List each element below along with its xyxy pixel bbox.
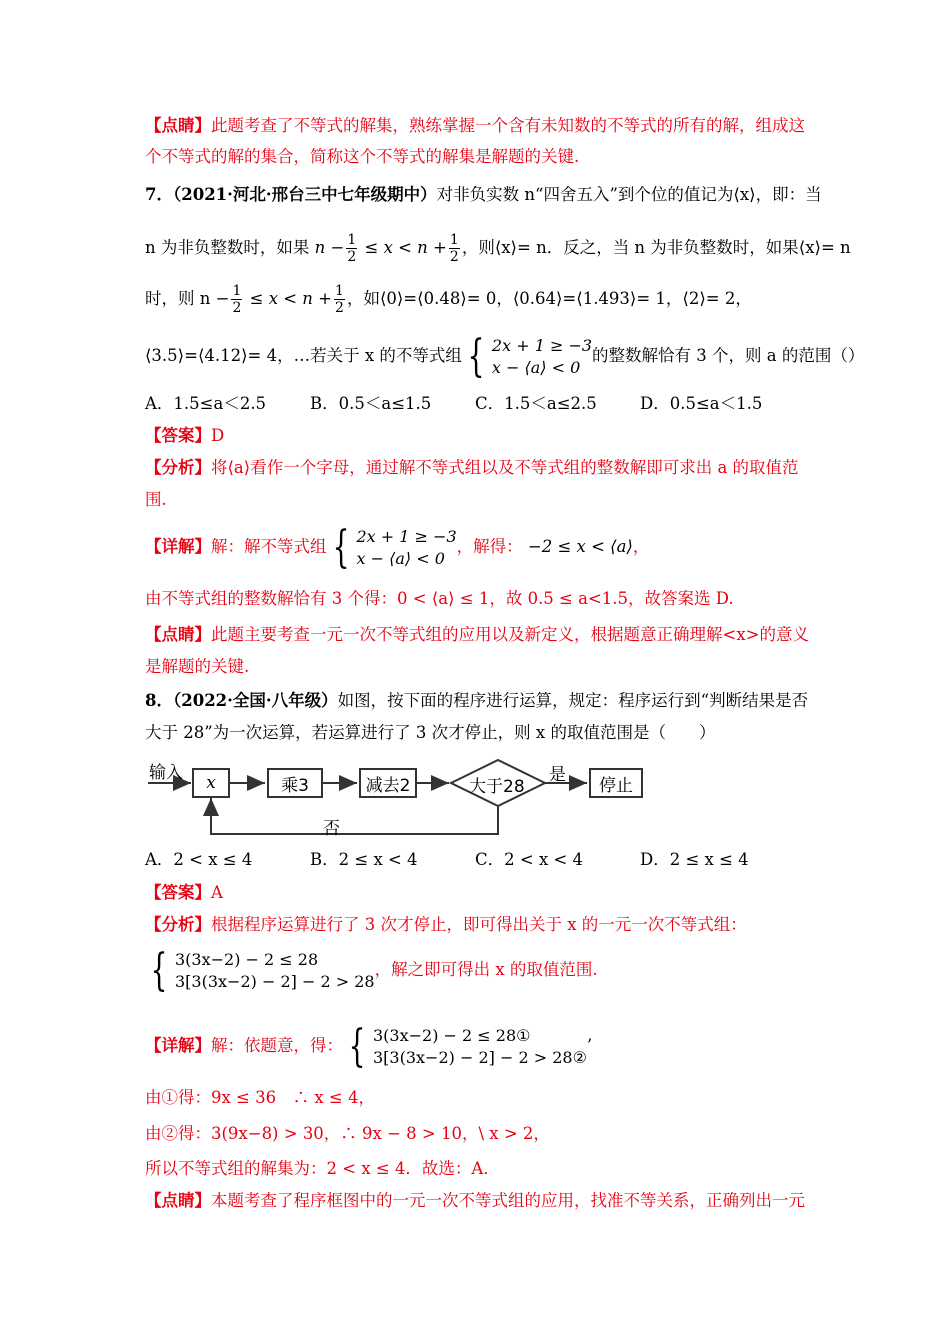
q8-analysis-2: { 3(3x−2) − 2 ≤ 28 3[3(3x−2) − 2] − 2 > 28 ，解之即可得出 x 的取值范围.	[145, 948, 598, 993]
flow-stop-box: 停止	[589, 768, 643, 798]
flow-mul-box: 乘3	[267, 768, 323, 798]
q7-option-c: C．1.5＜a≤2.5	[475, 394, 597, 413]
flow-judge-label: 大于28	[469, 777, 525, 797]
tip-line-1: 【点睛】此题考查了不等式的解集，熟练掌握一个含有未知数的不等式的所有的解，组成这	[145, 116, 805, 135]
q7-tip-1: 【点睛】此题主要考查一元一次不等式组的应用以及新定义，根据题意正确理解<x>的意义	[145, 625, 809, 644]
q8-step-2: 由②得：3(9x−8) > 30，∴ 9x − 8 > 10，\ x > 2，	[145, 1124, 550, 1143]
arrow-loop-back	[211, 798, 498, 834]
q8-flowchart	[145, 758, 655, 838]
q8-option-d: D．2 ≤ x ≤ 4	[640, 850, 749, 869]
q8-options	[145, 849, 805, 871]
q7-option-a: A．1.5≤a＜2.5	[145, 394, 267, 413]
q8-option-b: B．2 ≤ x < 4	[310, 850, 418, 869]
q8-line-1: 8．（2022·全国·八年级）如图，按下面的程序进行运算，规定：程序运行到“判断结果是否	[145, 691, 809, 710]
q8-step-3: 所以不等式组的解集为：2 < x ≤ 4．故选：A．	[145, 1159, 500, 1178]
q7-options	[145, 393, 805, 415]
q7-line-1: 7．（2021·河北·邢台三中七年级期中）对非负实数 n“四舍五入”到个位的值记为⟨x⟩，即：当	[145, 185, 822, 204]
q8-analysis-1: 【分析】根据程序运算进行了 3 次才停止，即可得出关于 x 的一元一次不等式组：	[145, 915, 747, 934]
q7-option-b: B．0.5＜a≤1.5	[310, 394, 432, 413]
q7-option-d: D．0.5≤a＜1.5	[640, 394, 763, 413]
q8-option-a: A．2 < x ≤ 4	[145, 850, 253, 869]
q7-detail-2: 由不等式组的整数解恰有 3 个得：0 < ⟨a⟩ ≤ 1，故 0.5 ≤ a<1.5，故答案选 D.	[145, 589, 734, 608]
q8-step-1: 由①得：9x ≤ 36 ∴ x ≤ 4，	[145, 1088, 375, 1107]
flow-x-box: x	[192, 768, 230, 798]
q8-analysis-system: { 3(3x−2) − 2 ≤ 28 3[3(3x−2) − 2] − 2 > 28	[150, 944, 375, 996]
flow-input-label: 输入	[149, 763, 183, 783]
q7-line-4: ⟨3.5⟩=⟨4.12⟩= 4，…若关于 x 的不等式组 { 2x + 1 ≥ −3 x − ⟨a⟩ < 0 的整数解恰有 3 个，则 a 的范围（）	[145, 330, 865, 382]
q7-detail-system: { 2x + 1 ≥ −3 x − ⟨a⟩ < 0	[332, 521, 457, 573]
q7-detail-1: 【详解】解：解不等式组 { 2x + 1 ≥ −3 x − ⟨a⟩ < 0 ，解得： −2 ≤ x < ⟨a⟩，	[145, 521, 650, 573]
tip-line-2: 个不等式的解的集合，简称这个不等式的解集是解题的关键.	[145, 147, 580, 166]
q8-detail-system: { 3(3x−2) − 2 ≤ 28① 3[3(3x−2) − 2] − 2 > 28②	[348, 1020, 587, 1072]
q8-tip-1: 【点睛】本题考查了程序框图中的一元一次不等式组的应用，找准不等关系，正确列出一元	[145, 1191, 805, 1210]
q7-tip-2: 是解题的关键.	[145, 657, 250, 676]
q7-answer: 【答案】D	[145, 426, 225, 445]
q8-detail-1: 【详解】解：依题意，得： { 3(3x−2) − 2 ≤ 28① 3[3(3x−2) − 2] − 2 > 28② ’	[145, 1020, 593, 1072]
flow-sub-box: 减去2	[359, 768, 417, 798]
q8-answer: 【答案】A	[145, 883, 223, 902]
q7-analysis-1: 【分析】将⟨a⟩看作一个字母，通过解不等式组以及不等式组的整数解即可求出 a 的取值范	[145, 458, 799, 477]
q8-line-2: 大于 28”为一次运算，若运算进行了 3 次才停止，则 x 的取值范围是（ ）	[145, 723, 716, 742]
flow-yes-label: 是	[549, 765, 566, 785]
flow-no-label: 否	[323, 819, 340, 839]
q7-analysis-2: 围.	[145, 490, 167, 509]
q8-option-c: C．2 < x < 4	[475, 850, 584, 869]
q7-inequality-system: { 2x + 1 ≥ −3 x − ⟨a⟩ < 0	[467, 330, 593, 382]
q7-line-2: n 为非负整数时，如果 n − $\frac{1}{2}$ ≤ x < n + $\frac{1}{2}$ ，则⟨x⟩= n．反之，当 n 为非负整数时，如果⟨x⟩= n	[145, 232, 851, 265]
q7-line-3: 时，则 n − $\frac{1}{2}$ ≤ x < n + $\frac{1}{2}$ ，如⟨0⟩=⟨0.48⟩= 0，⟨0.64⟩=⟨1.493⟩= 1，⟨2⟩= 2，	[145, 283, 752, 316]
